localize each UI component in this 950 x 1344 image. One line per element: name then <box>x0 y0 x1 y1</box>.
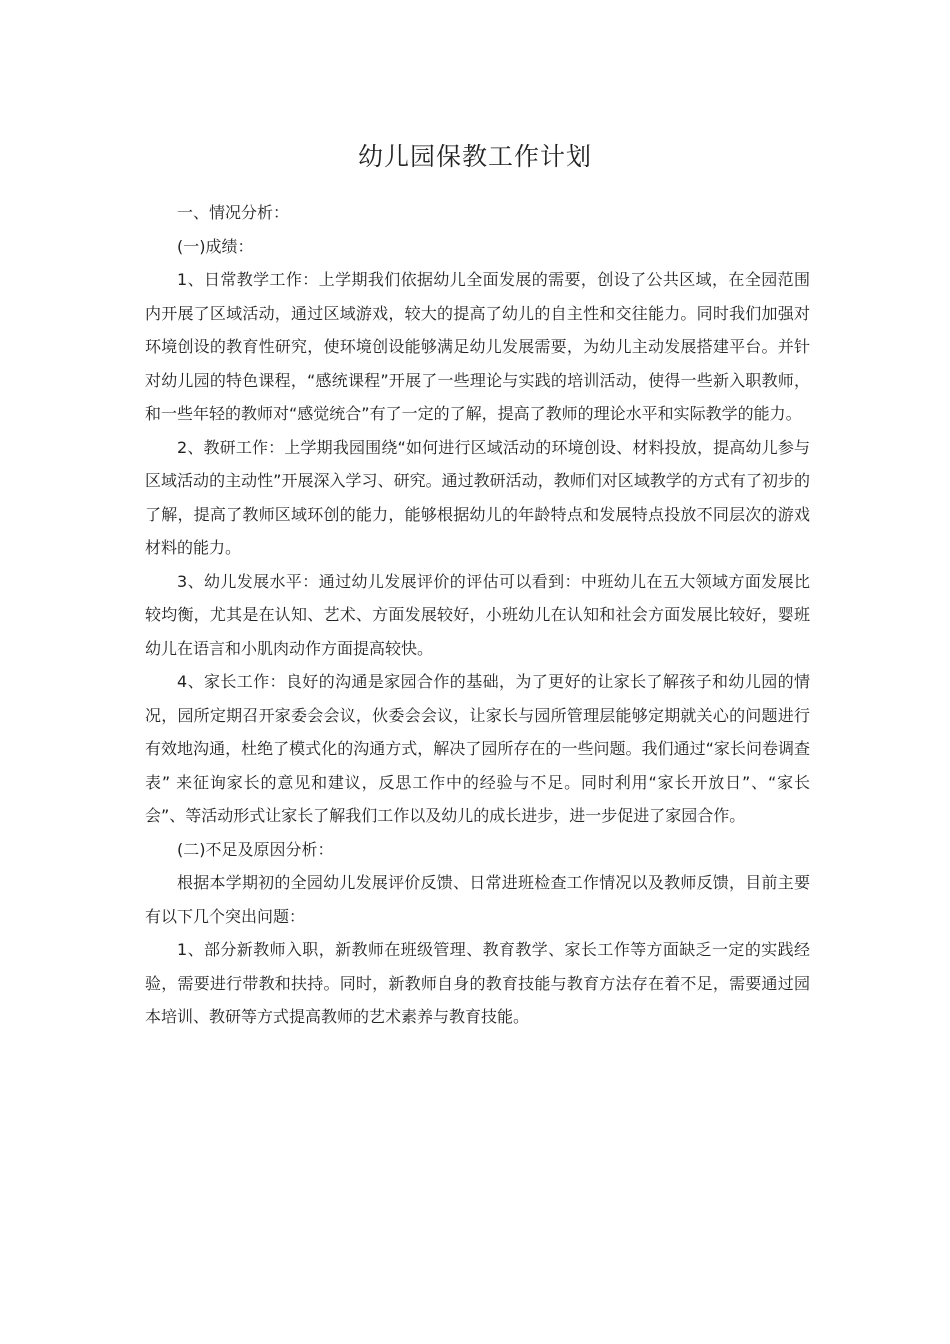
paragraph-section-heading: 一、情况分析： <box>177 203 290 222</box>
paragraph-parent-work: 4、家长工作：良好的沟通是家园合作的基础，为了更好的让家长了解孩子和幼儿园的情况，园所定期召开家委会会议，伙委会会议，让家长与园所管理层能够定期就关心的问题进行有效地沟通，杜绝了模式化的沟通方式，解决了园所存在的一些问题。我们通过“家长问卷调查表” 来征询家长的意见和建议，反思工作中的经验与不足。同时利用“家长开放日”、“家长会”、等活动形式让家长了解我们工作以及幼儿的成长进步，进一步促进了家园合作。 <box>145 672 810 825</box>
paragraph-new-teachers: 1、部分新教师入职，新教师在班级管理、教育教学、家长工作等方面缺乏一定的实践经验，需要进行带教和扶持。同时，新教师自身的教育技能与教育方法存在着不足，需要通过园本培训、教研等方式提高教师的艺术素养与教育技能。 <box>145 940 810 1026</box>
paragraph-problem-intro: 根据本学期初的全园幼儿发展评价反馈、日常进班检查工作情况以及教师反馈，目前主要有以下几个突出问题： <box>145 873 810 926</box>
document-body <box>145 196 810 1034</box>
paragraph-daily-teaching: 1、日常教学工作：上学期我们依据幼儿全面发展的需要，创设了公共区域，在全园范围内开展了区域活动，通过区域游戏，较大的提高了幼儿的自主性和交往能力。同时我们加强对环境创设的教育性研究，使环境创设能够满足幼儿发展需要，为幼儿主动发展搭建平台。并针对幼儿园的特色课程，“感统课程”开展了一些理论与实践的培训活动，使得一些新入职教师，和一些年轻的教师对“感觉统合”有了一定的了解，提高了教师的理论水平和实际教学的能力。 <box>145 270 810 423</box>
paragraph-subheading-achievements: (一)成绩： <box>177 236 254 256</box>
paragraph-research-work: 2、教研工作：上学期我园围绕“如何进行区域活动的环境创设、材料投放，提高幼儿参与区域活动的主动性”开展深入学习、研究。通过教研活动，教师们对区域教学的方式有了初步的了解，提高了教师区域环创的能力，能够根据幼儿的年龄特点和发展特点投放不同层次的游戏材料的能力。 <box>145 437 810 557</box>
paragraph-child-development: 3、幼儿发展水平：通过幼儿发展评价的评估可以看到：中班幼儿在五大领域方面发展比较均衡，尤其是在认知、艺术、方面发展较好，小班幼儿在认知和社会方面发展比较好，婴班幼儿在语言和小肌肉动作方面提高较快。 <box>145 571 810 658</box>
paragraph-subheading-shortcomings: (二)不足及原因分析： <box>177 839 334 859</box>
document-title: 幼儿园保教工作计划 <box>357 142 592 171</box>
